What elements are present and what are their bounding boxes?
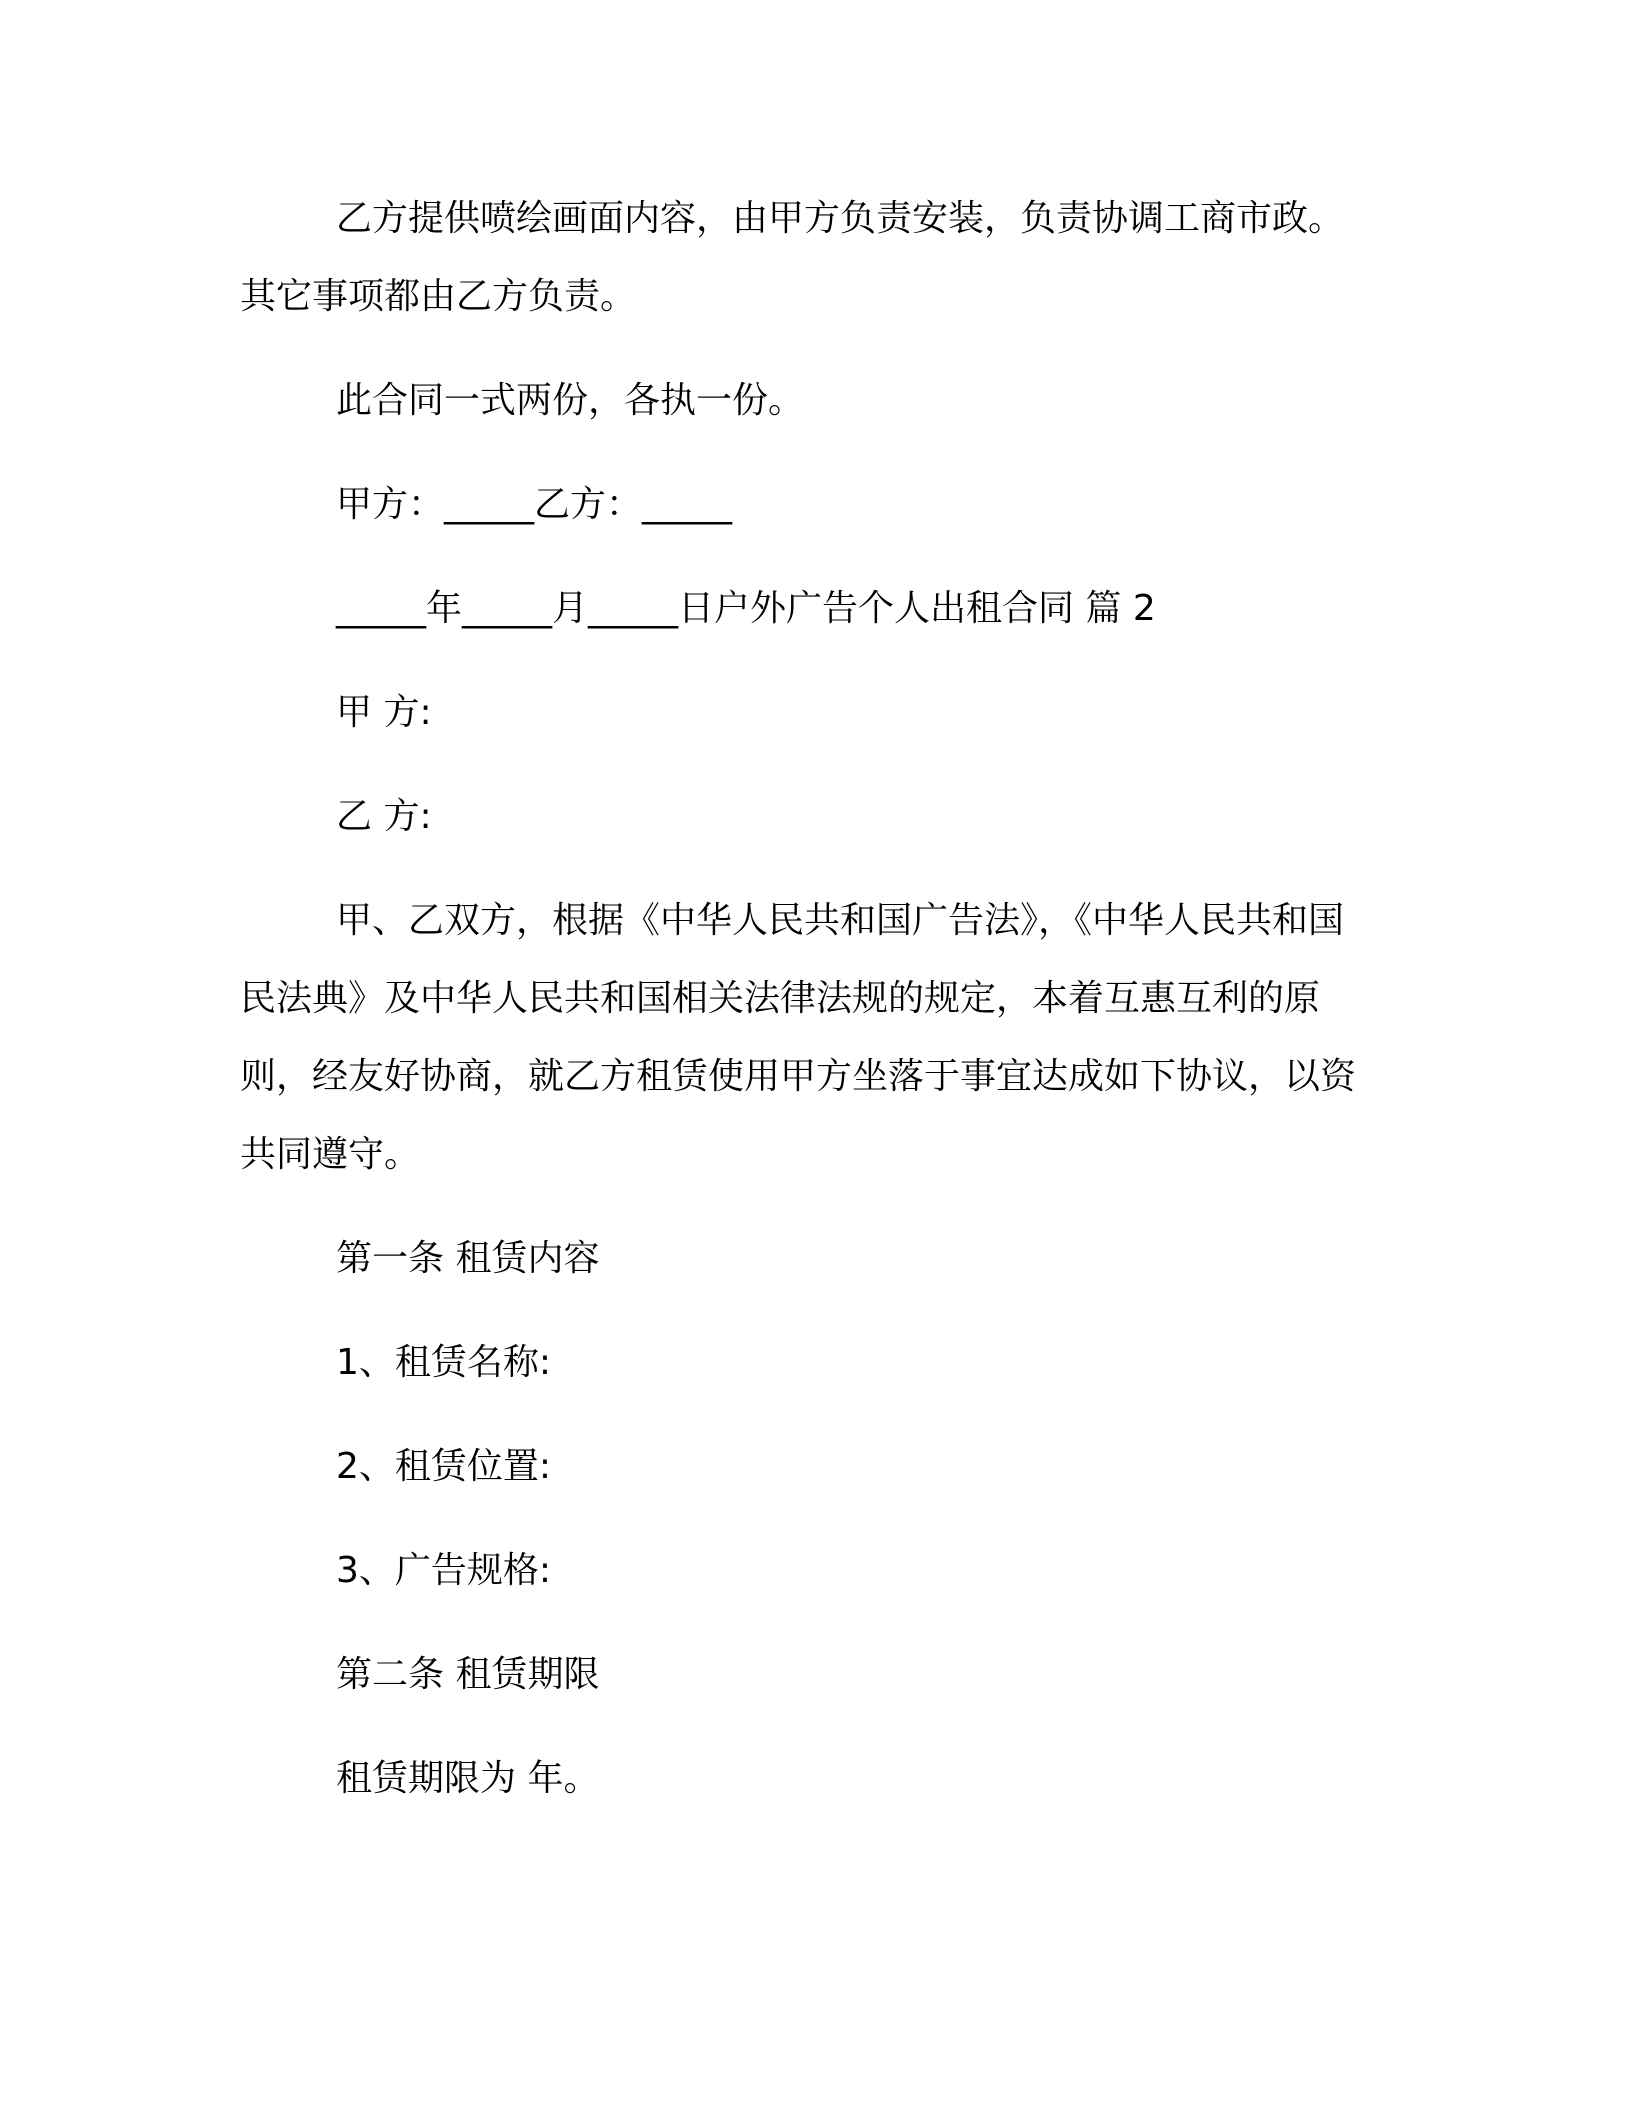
document-body — [240, 180, 1370, 1818]
paragraph-party-b: 乙 方: — [336, 796, 432, 837]
paragraph-copies: 此合同一式两份，各执一份。 — [336, 380, 805, 421]
paragraph-date-and-title: _____年_____月_____日户外广告个人出租合同 篇 2 — [336, 588, 1156, 629]
item-lease-name: 1、租赁名称: — [336, 1342, 552, 1383]
paragraph-lease-term: 租赁期限为 年。 — [336, 1758, 600, 1799]
paragraph-signature-parties: 甲方：_____乙方：_____ — [336, 484, 733, 525]
paragraph-preamble: 甲、乙双方，根据《中华人民共和国广告法》，《中华人民共和国民法典》及中华人民共和国相关法律法规的规定，本着互惠互利的原则，经友好协商，就乙方租赁使用甲方坐落于事宜达成如下协议，以资共同遵守。 — [240, 900, 1357, 1175]
item-ad-specification: 3、广告规格: — [336, 1550, 552, 1591]
heading-article-1: 第一条 租赁内容 — [336, 1238, 600, 1279]
paragraph-party-a: 甲 方: — [336, 692, 432, 733]
item-lease-location: 2、租赁位置: — [336, 1446, 552, 1487]
paragraph-installation: 乙方提供喷绘画面内容，由甲方负责安装，负责协调工商市政。其它事项都由乙方负责。 — [240, 198, 1345, 317]
heading-article-2: 第二条 租赁期限 — [336, 1654, 600, 1695]
